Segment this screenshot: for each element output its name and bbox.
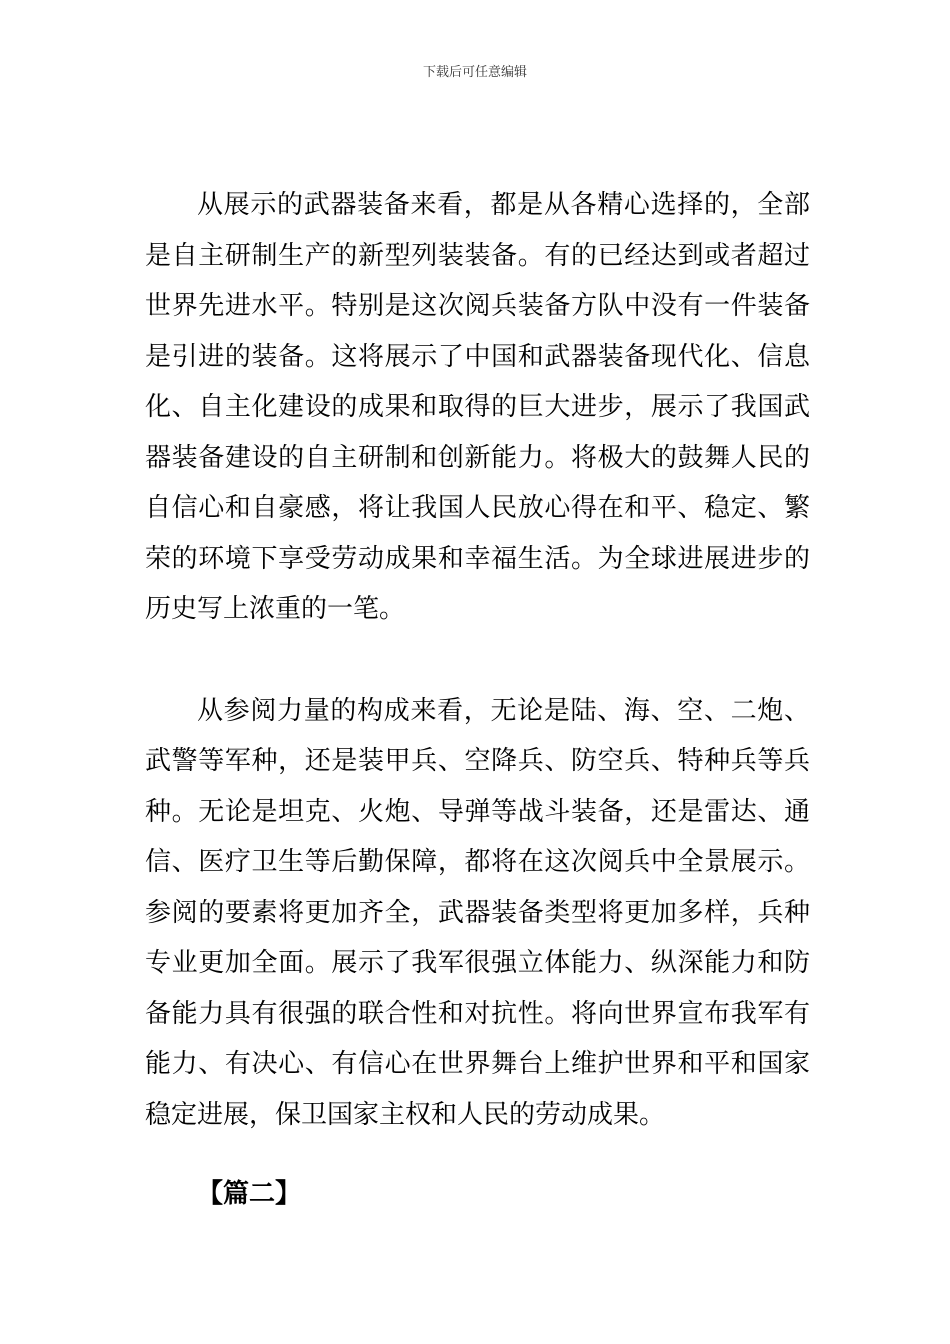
page-header-note: 下载后可任意编辑 [422, 65, 527, 80]
document-body [145, 180, 810, 1140]
paragraph-weapons-equipment: 从展示的武器装备来看，都是从各精心选择的，全部是自主研制生产的新型列装装备。有的已经达到或者超过世界先进水平。特别是这次阅兵装备方队中没有一件装备是引进的装备。这将展示了中国和武器装备现代化、信息化、自主化建设的成果和取得的巨大进步，展示了我国武器装备建设的自主研制和创新能力。将极大的鼓舞人民的自信心和自豪感，将让我国人民放心得在和平、稳定、繁荣的环境下享受劳动成果和幸福生活。为全球进展进步的历史写上浓重的一笔。 [145, 190, 810, 624]
paragraph-forces-composition: 从参阅力量的构成来看，无论是陆、海、空、二炮、武警等军种，还是装甲兵、空降兵、防空兵、特种兵等兵种。无论是坦克、火炮、导弹等战斗装备，还是雷达、通信、医疗卫生等后勤保障，都将在这次阅兵中全景展示。参阅的要素将更加齐全，武器装备类型将更加多样，兵种专业更加全面。展示了我军很强立体能力、纵深能力和防备能力具有很强的联合性和对抗性。将向世界宣布我军有能力、有决心、有信心在世界舞台上维护世界和平和国家稳定进展，保卫国家主权和人民的劳动成果。 [145, 695, 810, 1130]
section-heading: 【篇二】 [197, 1179, 302, 1209]
